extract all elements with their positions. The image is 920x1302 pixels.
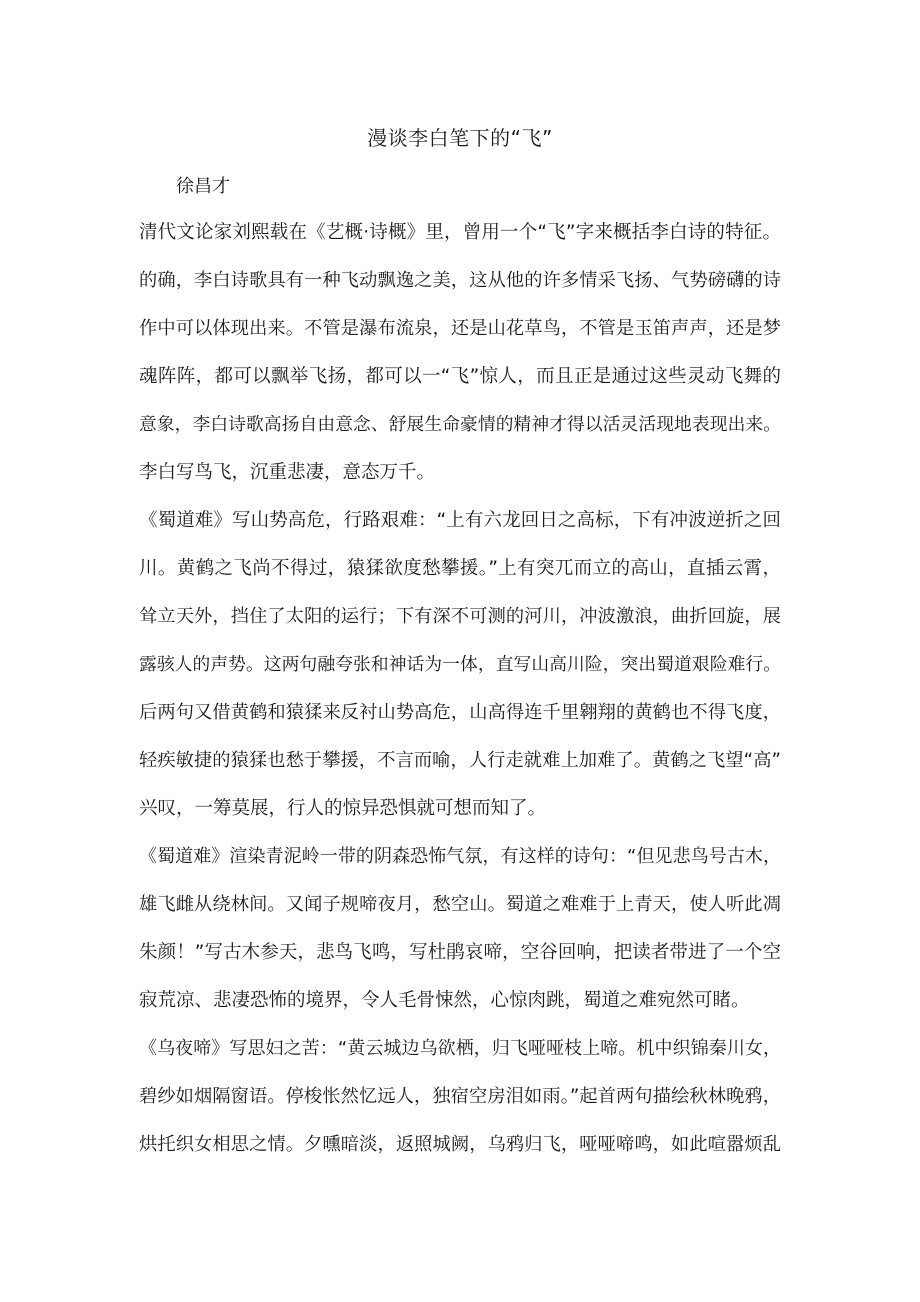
- text-line: 兴叹，一筹莫展，行人的惊异恐惧就可想而知了。: [139, 798, 547, 819]
- text-line: 李白写鸟飞，沉重悲凄，意态万千。: [139, 462, 436, 483]
- text-line: 后两句又借黄鹤和猿猱来反衬山势高危，山高得连千里翱翔的黄鹤也不得飞度，: [139, 702, 781, 723]
- text-line: 轻疾敏捷的猿猱也愁于攀援，不言而喻，人行走就难上加难了。黄鹤之飞望“高”: [139, 750, 781, 771]
- text-line: 魂阵阵，都可以飘举飞扬，都可以一“飞”惊人，而且正是通过这些灵动飞舞的: [139, 366, 781, 387]
- author-name: 徐昌才: [176, 176, 230, 197]
- text-line: 川。黄鹤之飞尚不得过，猿猱欲度愁攀援。”上有突兀而立的高山，直插云霄，: [139, 558, 781, 579]
- text-line: 雄飞雌从绕林间。又闻子规啼夜月，愁空山。蜀道之难难于上青天，使人听此凋: [139, 894, 781, 915]
- text-line: 朱颜！”写古木参天，悲鸟飞鸣，写杜鹃哀啼，空谷回响，把读者带进了一个空: [139, 942, 781, 963]
- text-line: 意象，李白诗歌高扬自由意念、舒展生命豪情的精神才得以活灵活现地表现出来。: [139, 415, 781, 435]
- text-line: 《乌夜啼》写思妇之苦：“黄云城边乌欲栖，归飞哑哑枝上啼。机中织锦秦川女，: [139, 1038, 781, 1059]
- text-line: 碧纱如烟隔窗语。停梭怅然忆远人，独宿空房泪如雨。”起首两句描绘秋林晚鸦，: [139, 1086, 781, 1107]
- text-line: 作中可以体现出来。不管是瀑布流泉，还是山花草鸟，不管是玉笛声声，还是梦: [139, 318, 781, 339]
- text-line: 耸立天外，挡住了太阳的运行；下有深不可测的河川，冲波激浪，曲折回旋，展: [139, 606, 781, 627]
- text-line: 清代文论家刘熙载在《艺概·诗概》里，曾用一个“飞”字来概括李白诗的特征。: [139, 222, 781, 243]
- text-line: 的确，李白诗歌具有一种飞动飘逸之美，这从他的许多情采飞扬、气势磅礴的诗: [139, 270, 781, 291]
- text-line: 《蜀道难》渲染青泥岭一带的阴森恐怖气氛，有这样的诗句：“但见悲鸟号古木，: [139, 846, 781, 867]
- text-line: 《蜀道难》写山势高危，行路艰难：“上有六龙回日之高标，下有冲波逆折之回: [139, 510, 781, 531]
- text-line: 露骇人的声势。这两句融夸张和神话为一体，直写山高川险，突出蜀道艰险难行。: [139, 655, 781, 675]
- text-line: 寂荒凉、悲凄恐怖的境界，令人毛骨悚然，心惊肉跳，蜀道之难宛然可睹。: [139, 990, 750, 1011]
- text-line: 烘托织女相思之情。夕曛暗淡，返照城阙，乌鸦归飞，哑哑啼鸣，如此喧嚣烦乱: [139, 1134, 781, 1155]
- page-title: 漫谈李白笔下的“飞”: [367, 126, 553, 150]
- article-body: [139, 216, 781, 1176]
